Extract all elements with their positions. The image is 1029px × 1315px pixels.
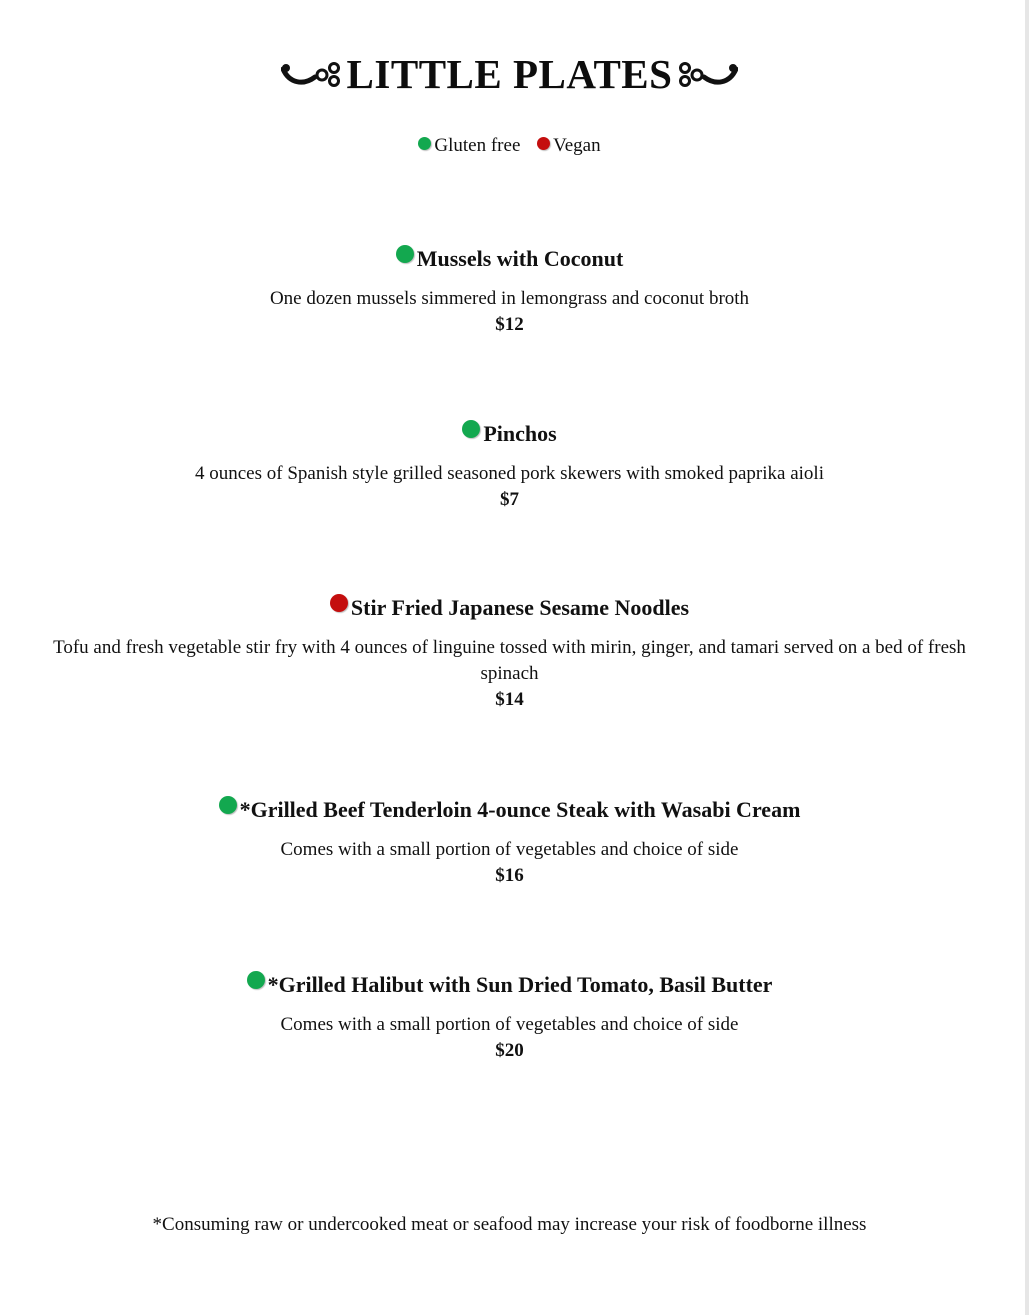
dish-price: $20	[495, 1040, 524, 1061]
menu-item	[0, 595, 1019, 713]
dish-description: One dozen mussels simmered in lemongrass and coconut broth	[269, 288, 750, 309]
page-edge	[1025, 0, 1029, 1315]
dish-name: *Grilled Beef Tenderloin 4-ounce Steak with Wasabi Cream	[239, 797, 801, 822]
dish-description: Tofu and fresh vegetable stir fry with 4 ounces of linguine tossed with mirin, ginger, and tamari served on a bed of fresh spinach	[53, 637, 966, 684]
green-dot-icon	[462, 420, 480, 438]
dish-description: 4 ounces of Spanish style grilled seasoned pork skewers with smoked paprika aioli	[195, 463, 824, 484]
menu-item	[0, 246, 1019, 338]
dietary-legend	[0, 135, 1019, 157]
legend-label: Vegan	[553, 135, 601, 156]
menu-item	[0, 972, 1019, 1064]
green-dot-icon	[396, 245, 414, 263]
dish-price: $14	[495, 689, 524, 710]
legend-label: Gluten free	[434, 135, 521, 156]
dish-price: $7	[500, 489, 519, 510]
dish-price: $16	[495, 865, 524, 886]
green-dot-icon	[418, 137, 431, 150]
dish-description: Comes with a small portion of vegetables and choice of side	[280, 839, 739, 860]
dish-name: *Grilled Halibut with Sun Dried Tomato, Basil Butter	[267, 972, 773, 997]
dish-name: Stir Fried Japanese Sesame Noodles	[350, 595, 690, 620]
red-dot-icon	[537, 137, 550, 150]
green-dot-icon	[247, 971, 265, 989]
dish-description: Comes with a small portion of vegetables and choice of side	[280, 1014, 739, 1035]
red-dot-icon	[330, 594, 348, 612]
menu-title: LITTLE PLATES	[346, 51, 673, 97]
footnote: *Consuming raw or undercooked meat or seafood may increase your risk of foodborne illness	[152, 1214, 867, 1235]
dish-name: Pinchos	[483, 421, 557, 446]
dish-name: Mussels with Coconut	[416, 246, 624, 271]
menu-item	[0, 421, 1019, 513]
legend-item-vegan	[537, 135, 600, 157]
menu-item	[0, 797, 1019, 889]
legend-item-gluten-free	[418, 135, 520, 157]
ornament-right-icon	[676, 58, 738, 90]
dish-price: $12	[495, 314, 524, 335]
ornament-left-icon	[281, 58, 343, 90]
menu-header	[0, 50, 1019, 98]
green-dot-icon	[219, 796, 237, 814]
